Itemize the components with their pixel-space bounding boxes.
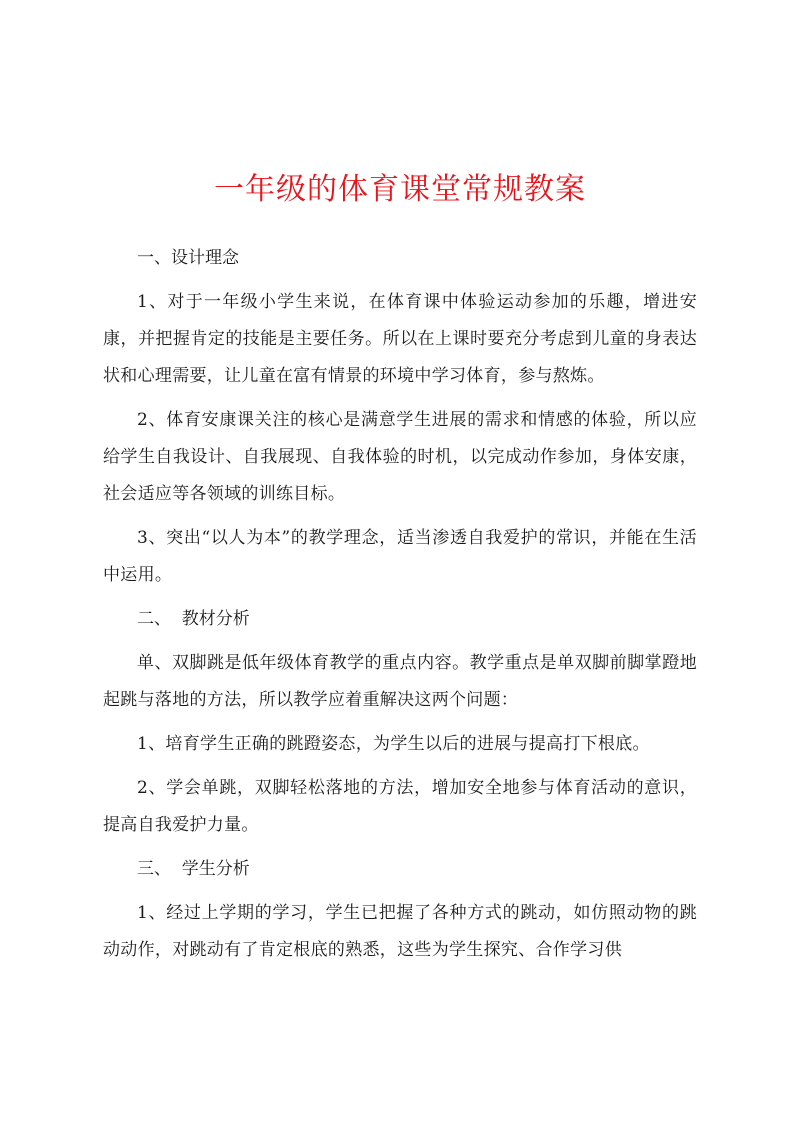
document-title: 一年级的体育课堂常规教案 xyxy=(214,172,586,207)
paragraph: 1、经过上学期的学习，学生已把握了各种方式的跳动，如仿照动物的跳动动作，对跳动有了肯定根底的熟悉，这些为学生探究、合作学习供 xyxy=(103,903,697,960)
paragraph: 1、培育学生正确的跳蹬姿态，为学生以后的进展与提高打下根底。 xyxy=(137,734,650,754)
paragraph: 2、体育安康课关注的核心是满意学生进展的需求和情感的体验，所以应给学生自我设计、自我展现、自我体验的时机，以完成动作参加，身体安康，社会适应等各领域的训练目标。 xyxy=(103,410,697,504)
section-heading-design-concept: 一、设计理念 xyxy=(137,248,239,268)
section-heading-material-analysis: 二、 教材分析 xyxy=(137,609,250,629)
paragraph: 单、双脚跳是低年级体育教学的重点内容。教学重点是单双脚前脚掌蹬地起跳与落地的方法，所以教学应着重解决这两个问题： xyxy=(103,653,697,710)
paragraph: 2、学会单跳，双脚轻松落地的方法，增加安全地参与体育活动的意识，提高自我爱护力量。 xyxy=(103,778,697,835)
document-body xyxy=(103,240,697,976)
paragraph: 3、突出“以人为本”的教学理念，适当渗透自我爱护的常识，并能在生活中运用。 xyxy=(103,528,697,585)
paragraph: 1、对于一年级小学生来说，在体育课中体验运动参加的乐趣，增进安康，并把握肯定的技能是主要任务。所以在上课时要充分考虑到儿童的身表达状和心理需要，让儿童在富有情景的环境中学习体育，参与熬炼。 xyxy=(103,292,697,386)
section-heading-student-analysis: 三、 学生分析 xyxy=(137,859,250,879)
